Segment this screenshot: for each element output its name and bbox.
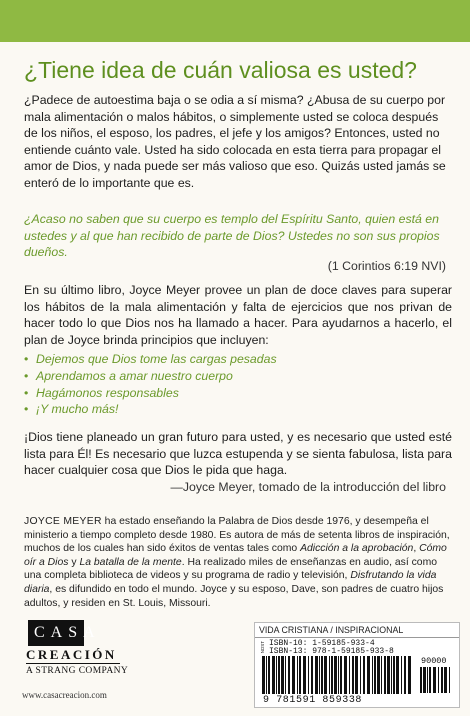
barcode-bar bbox=[329, 656, 330, 694]
closing-attribution: —Joyce Meyer, tomado de la introducción del libro bbox=[170, 480, 446, 494]
barcode-bar bbox=[266, 656, 267, 694]
bullet-icon: • bbox=[24, 402, 29, 417]
barcode-bar bbox=[429, 667, 431, 693]
barcode-bar bbox=[338, 656, 339, 694]
barcode-bar bbox=[393, 656, 395, 694]
list-item bbox=[24, 351, 444, 368]
barcode-bar bbox=[303, 656, 306, 694]
barcode-bar bbox=[344, 656, 347, 694]
bio-text: y bbox=[68, 556, 80, 568]
plan-paragraph: En su último libro, Joyce Meyer provee un plan de doce claves para superar los hábitos de la mala alimentación y falta de ejercicios que nos privan de hacer todo lo que Dios nos ha llamado a hacer. Para ayudarnos a hacerlo, el plan de Joyce brinda principios que incluyen: bbox=[24, 283, 452, 347]
barcode-bar bbox=[276, 656, 277, 694]
barcode-bar bbox=[281, 656, 284, 694]
barcode-bar bbox=[433, 667, 436, 693]
barcode-bar bbox=[363, 656, 365, 694]
barcode-bar bbox=[349, 656, 350, 694]
barcode-bar bbox=[401, 656, 402, 694]
barcode-bar bbox=[372, 656, 373, 694]
barcode-bar bbox=[352, 656, 354, 694]
barcode-bar bbox=[396, 656, 399, 694]
list-item bbox=[24, 385, 444, 402]
logo-casa: CASA bbox=[28, 620, 84, 646]
barcode-bar bbox=[288, 656, 290, 694]
barcode-bar bbox=[292, 656, 295, 694]
list-item bbox=[24, 368, 444, 385]
barcode-bar bbox=[315, 656, 318, 694]
barcode-bar bbox=[391, 656, 392, 694]
barcode-bar bbox=[331, 656, 333, 694]
publisher-logo bbox=[22, 620, 132, 684]
barcode-bar bbox=[449, 667, 450, 693]
barcode-panel bbox=[254, 622, 460, 708]
barcode-bar bbox=[423, 667, 426, 693]
principles-list bbox=[24, 351, 444, 418]
intro-paragraph: ¿Padece de autoestima baja o se odia a sí misma? ¿Abusa de su cuerpo por mala alimentación o malos hábitos, o simplemente usted se coloca después de los niños, el esposo, los padres, el jefe y los amigos? Entonces, usted no entiende cuánto vale. Usted ha sido colocada en esta tierra para propagar el amor de Dios, y nada puede ser más valioso que eso. Quizás usted jamás se enteró de lo importante que es. bbox=[24, 93, 446, 190]
barcode-bar bbox=[427, 667, 428, 693]
barcode-bar bbox=[299, 656, 301, 694]
barcode-bar bbox=[285, 656, 286, 694]
bio-text: ha estado enseñando la Palabra de Dios desde 1976, y desempeña el ministerio a tiempo completo desde 1980. Es autora de más de setenta libros de inspiración, muchos de los cuales han sido éxitos de ventas tales como bbox=[24, 516, 450, 555]
price-barcode-icon bbox=[419, 667, 453, 693]
author-bio bbox=[24, 515, 452, 610]
principle-text: ¡Y mucho más! bbox=[36, 402, 119, 417]
barcode-bar bbox=[308, 656, 309, 694]
barcode-bar bbox=[311, 656, 313, 694]
barcode-bar bbox=[384, 656, 386, 694]
bullet-icon: • bbox=[24, 352, 29, 366]
barcode-bar bbox=[319, 656, 320, 694]
barcode-bar bbox=[377, 656, 380, 694]
divider bbox=[255, 637, 459, 638]
barcode-bar bbox=[438, 667, 439, 693]
barcode-bar bbox=[262, 656, 265, 694]
barcode-bar bbox=[408, 656, 411, 694]
barcode-bar bbox=[381, 656, 382, 694]
author-name: JOYCE MEYER bbox=[24, 516, 102, 527]
bio-text: , es difundido en todo el mundo. Joyce y su esposo, Dave, son padres de cuatro hijos adultos, y residen en St. Louis, Missouri. bbox=[24, 583, 444, 609]
isbn-10: ISBN-10: 1-59185-933-4 bbox=[269, 639, 375, 648]
bio-text: . Ha realizado miles de enseñanzas en audio, así como una completa biblioteca de videos y su programa de radio y televisión, bbox=[24, 556, 437, 582]
logo-divider bbox=[26, 663, 120, 664]
barcode-bar bbox=[360, 656, 361, 694]
barcode-bar bbox=[272, 656, 275, 694]
barcode-bar bbox=[278, 656, 280, 694]
closing-quote: ¡Dios tiene planeado un gran futuro para usted, y es necesario que usted esté lista para Él! Es necesario que luzca estupenda y se sienta fabulosa, lista para hacer cualquier cosa que Dios le pida que haga. bbox=[24, 430, 452, 477]
barcode-bar bbox=[297, 656, 298, 694]
price-code: 90000 bbox=[421, 656, 447, 666]
barcode-bar bbox=[404, 656, 406, 694]
barcode-bar bbox=[355, 656, 358, 694]
barcode-bar bbox=[268, 656, 270, 694]
barcode-bar bbox=[367, 656, 370, 694]
publisher-website: www.casacreacion.com bbox=[22, 690, 107, 700]
barcode-bar bbox=[420, 667, 422, 693]
book-title: Adicción a la aprobación bbox=[300, 543, 414, 555]
scripture-reference: (1 Corintios 6:19 NVI) bbox=[327, 259, 446, 273]
barcode-bar bbox=[334, 656, 337, 694]
barcode-bar bbox=[321, 656, 323, 694]
principle-text: Dejemos que Dios tome las cargas pesadas bbox=[36, 352, 277, 366]
logo-creacion: CREACIÓN bbox=[26, 647, 117, 662]
scripture-quote: ¿Acaso no saben que su cuerpo es templo del Espíritu Santo, quien está en ustedes y al que han recibido de parte de Dios? Ustedes no son sus propios dueños. bbox=[24, 212, 440, 259]
barcode-bar bbox=[441, 667, 443, 693]
barcode-icon bbox=[261, 656, 413, 694]
bullet-icon: • bbox=[24, 368, 29, 383]
principle-text: Hagámonos responsables bbox=[36, 385, 179, 400]
bullet-icon: • bbox=[24, 385, 29, 400]
top-color-band bbox=[0, 0, 470, 42]
isbn-tag: NDST bbox=[260, 641, 265, 654]
book-title: La batalla de la mente bbox=[79, 556, 182, 568]
barcode-bar bbox=[374, 656, 376, 694]
barcode-bar bbox=[340, 656, 342, 694]
program-title: Disfrutando la vida diaria bbox=[24, 570, 437, 595]
bio-text: , bbox=[413, 543, 420, 555]
headline: ¿Tiene idea de cuán valiosa es usted? bbox=[24, 57, 417, 83]
isbn-13: ISBN-13: 978-1-59185-933-8 bbox=[269, 647, 394, 656]
book-category: VIDA CRISTIANA / INSPIRACIONAL bbox=[259, 625, 404, 635]
logo-strang: A STRANG COMPANY bbox=[26, 666, 129, 676]
list-item bbox=[24, 401, 444, 418]
barcode-bar bbox=[444, 667, 447, 693]
barcode-bar bbox=[324, 656, 327, 694]
principle-text: Aprendamos a amar nuestro cuerpo bbox=[36, 368, 233, 383]
ean-number: 9 781591 859338 bbox=[263, 695, 363, 706]
barcode-bar bbox=[387, 656, 390, 694]
book-title: Cómo oír a Dios bbox=[24, 543, 447, 568]
